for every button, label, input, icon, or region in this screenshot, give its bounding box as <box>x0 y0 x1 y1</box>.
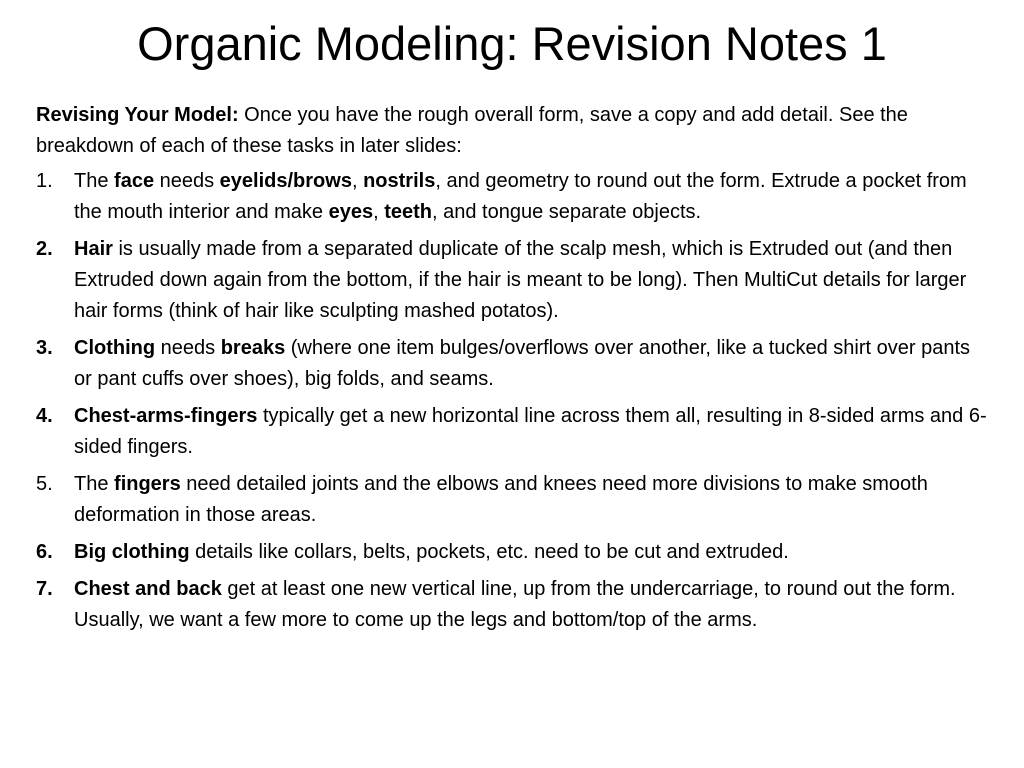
task-text <box>74 473 928 526</box>
task-item-4 <box>36 401 992 463</box>
task-item-5 <box>36 469 992 531</box>
task-item-1 <box>36 166 992 228</box>
task-text <box>74 541 789 563</box>
bold-term: Hair <box>74 238 113 260</box>
bold-term: Chest and back <box>74 578 222 600</box>
text-run: , <box>373 201 385 223</box>
bold-term: nostrils <box>363 170 436 192</box>
slide-title: Organic Modeling: Revision Notes 1 <box>137 17 887 70</box>
task-item-7 <box>36 574 992 636</box>
bold-term: fingers <box>114 473 181 495</box>
task-number: 7. <box>36 578 53 600</box>
bold-term: face <box>114 170 155 192</box>
intro-text: Once you have the rough overall form, save a copy and add detail. See the breakdown of each of these tasks in later slides: <box>36 104 908 157</box>
task-item-6 <box>36 537 992 568</box>
text-run: is usually made from a separated duplicate of the scalp mesh, which is Extruded out (and then Extruded down again from the bottom, if the hair is meant to be long). Then MultiCut details for larger hair forms (think of hair like sculpting mashed potatos). <box>74 238 967 322</box>
text-run: , and tongue separate objects. <box>432 201 702 223</box>
text-run: details like collars, belts, pockets, etc. need to be cut and extruded. <box>189 541 789 563</box>
text-run: typically get a new horizontal line across them all, resulting in 8-sided arms and 6-sided fingers. <box>74 405 987 458</box>
bold-term: teeth <box>384 201 433 223</box>
bold-term: Chest-arms-fingers <box>74 405 258 427</box>
text-run: The <box>74 170 115 192</box>
bold-term: Big clothing <box>74 541 190 563</box>
slide-body <box>36 100 992 642</box>
text-run: The <box>74 473 115 495</box>
task-text <box>74 238 966 322</box>
text-run: needs <box>155 337 221 359</box>
bold-term: Clothing <box>74 337 156 359</box>
intro-paragraph <box>36 100 992 162</box>
task-item-3 <box>36 333 992 395</box>
text-run: need detailed joints and the elbows and knees need more divisions to make smooth deformation in those areas. <box>74 473 928 526</box>
task-item-2 <box>36 234 992 327</box>
text-run: , and geometry to round out the form. Extrude a pocket from the mouth interior and make <box>74 170 967 223</box>
task-number: 5. <box>36 473 53 495</box>
bold-term: eyelids/brows <box>219 170 352 192</box>
bold-term: breaks <box>220 337 286 359</box>
bold-term: eyes <box>328 201 374 223</box>
text-run: (where one item bulges/overflows over another, like a tucked shirt over pants or pant cuffs over shoes), big folds, and seams. <box>74 337 970 390</box>
text-run: needs <box>154 170 220 192</box>
task-number: 4. <box>36 405 53 427</box>
intro-lead: Revising Your Model: <box>36 104 239 126</box>
task-number: 2. <box>36 238 53 260</box>
task-text <box>74 337 970 390</box>
task-number: 1. <box>36 170 53 192</box>
task-number: 6. <box>36 541 53 563</box>
task-number: 3. <box>36 337 53 359</box>
text-run: , <box>351 170 364 192</box>
task-text <box>74 170 967 223</box>
task-list <box>36 166 992 636</box>
task-text <box>74 405 987 458</box>
task-text <box>74 578 956 631</box>
text-run: get at least one new vertical line, up from the undercarriage, to round out the form. Usually, we want a few more to come up the legs and bottom/top of the arms. <box>74 578 956 631</box>
